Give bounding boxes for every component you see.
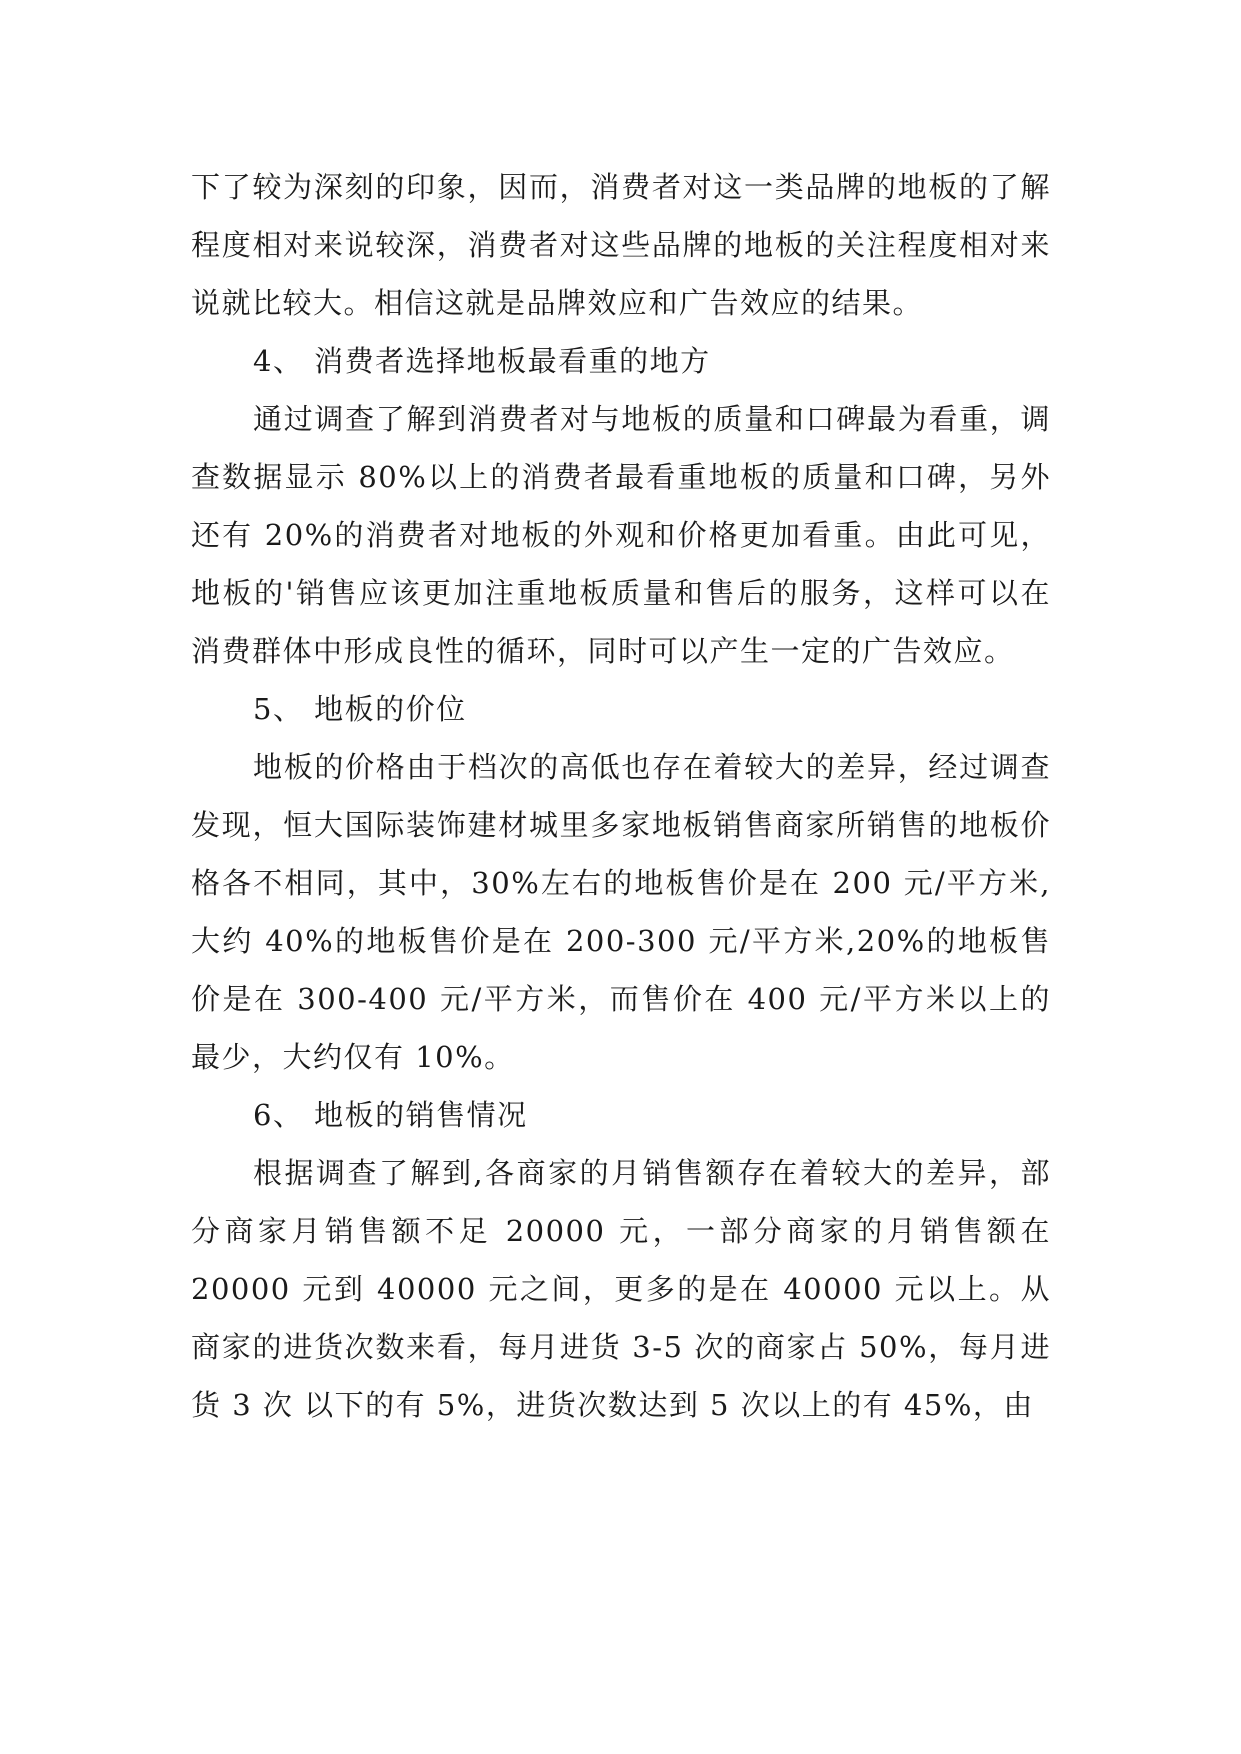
heading-section-5: 5、 地板的价位 [253, 692, 467, 726]
document-body [191, 158, 1051, 1434]
paragraph-sales-situation: 根据调查了解到,各商家的月销售额存在着较大的差异，部分商家月销售额不足 20000 元，一部分商家的月销售额在 20000 元到 40000 元之间，更多的是在 40000 元以上。从商家的进货次数来看，每月进货 3-5 次的商家占 50%，每月进货 3 次 以下的有 5%，进货次数达到 5 次以上的有 45%，由 [191, 1156, 1051, 1422]
paragraph-price-range: 地板的价格由于档次的高低也存在着较大的差异，经过调查发现，恒大国际装饰建材城里多家地板销售商家所销售的地板价格各不相同，其中，30%左右的地板售价是在 200 元/平方米,大约 40%的地板售价是在 200-300 元/平方米,20%的地板售价是在 300-400 元/平方米，而售价在 400 元/平方米以上的最少，大约仅有 10%。 [191, 750, 1051, 1074]
paragraph-consumer-priorities: 通过调查了解到消费者对与地板的质量和口碑最为看重，调查数据显示 80%以上的消费者最看重地板的质量和口碑，另外还有 20%的消费者对地板的外观和价格更加看重。由此可见，地板的'销售应该更加注重地板质量和售后的服务，这样可以在消费群体中形成良性的循环，同时可以产生一定的广告效应。 [191, 402, 1051, 668]
paragraph-brand-effect: 下了较为深刻的印象，因而，消费者对这一类品牌的地板的了解程度相对来说较深，消费者对这些品牌的地板的关注程度相对来说就比较大。相信这就是品牌效应和广告效应的结果。 [191, 170, 1051, 320]
heading-section-4: 4、 消费者选择地板最看重的地方 [253, 344, 711, 378]
heading-section-6: 6、 地板的销售情况 [253, 1098, 528, 1132]
